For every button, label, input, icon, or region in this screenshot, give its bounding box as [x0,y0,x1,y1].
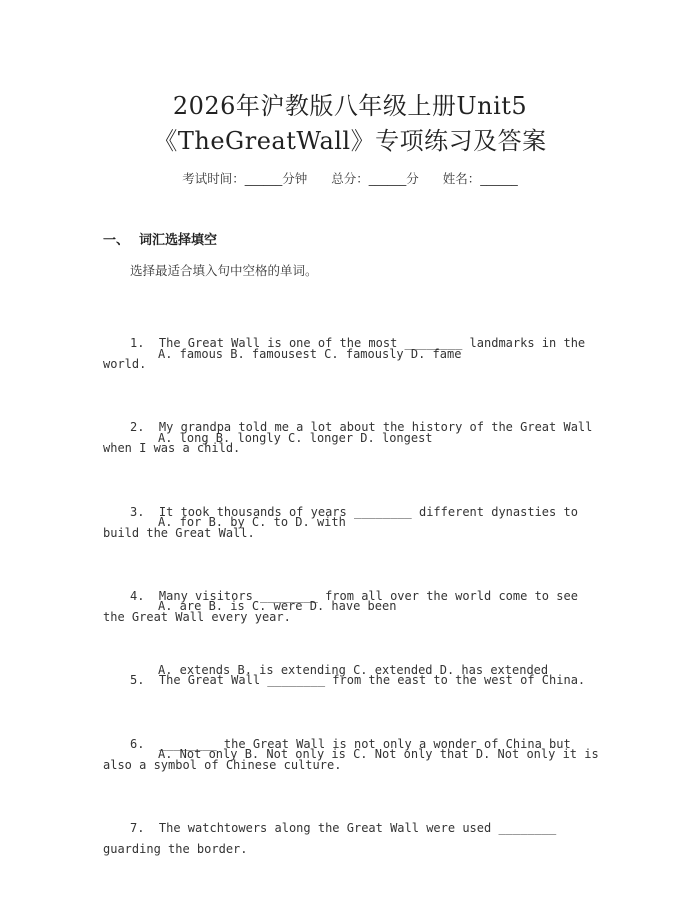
question-1-options: A. famous B. famousest C. famously D. fame [158,347,462,361]
exam-total-score: 总分：______分 [331,171,419,186]
section-number: 一、 [103,233,130,248]
question-text: 3. It took thousands of years ________ different dynasties to build the Great Wall. [103,505,586,540]
exam-meta [0,169,700,187]
section-instruction: 选择最适合填入句中空格的单词。 [130,263,318,278]
section-heading [103,229,217,248]
question-text: 5. The Great Wall ________ from the east to the west of China. [130,673,586,687]
question-text: 1. The Great Wall is one of the most ________ landmarks in the world. [103,336,593,371]
question-7 [103,776,600,902]
section-title: 词汇选择填空 [139,233,218,248]
document-title-line-1: 2026年沪教版八年级上册Unit5 [172,92,528,120]
document-title-line-2: 《TheGreatWall》专项练习及答案 [153,127,547,155]
question-6-options: A. Not only B. Not only is C. Not only that D. Not only it is [158,747,599,761]
exam-time: 考试时间：______分钟 [182,171,308,186]
student-name: 姓名：______ [442,171,518,186]
question-2-options: A. long B. longly C. longer D. longest [158,431,433,445]
question-text: 2. My grandpa told me a lot about the history of the Great Wall when I was a child. [103,420,600,455]
question-text: 7. The watchtowers along the Great Wall were used ________ guarding the border. [103,821,564,856]
question-4-options: A. are B. is C. were D. have been [158,599,397,613]
question-text: 6. ________ the Great Wall is not only a wonder of China but also a symbol of Chinese culture. [103,737,578,772]
question-5-options: A. extends B. is extending C. extended D. has extended [158,663,549,677]
question-text: 4. Many visitors ________ from all over the world come to see the Great Wall every year. [103,589,586,624]
question-3-options: A. for B. by C. to D. with [158,515,346,529]
